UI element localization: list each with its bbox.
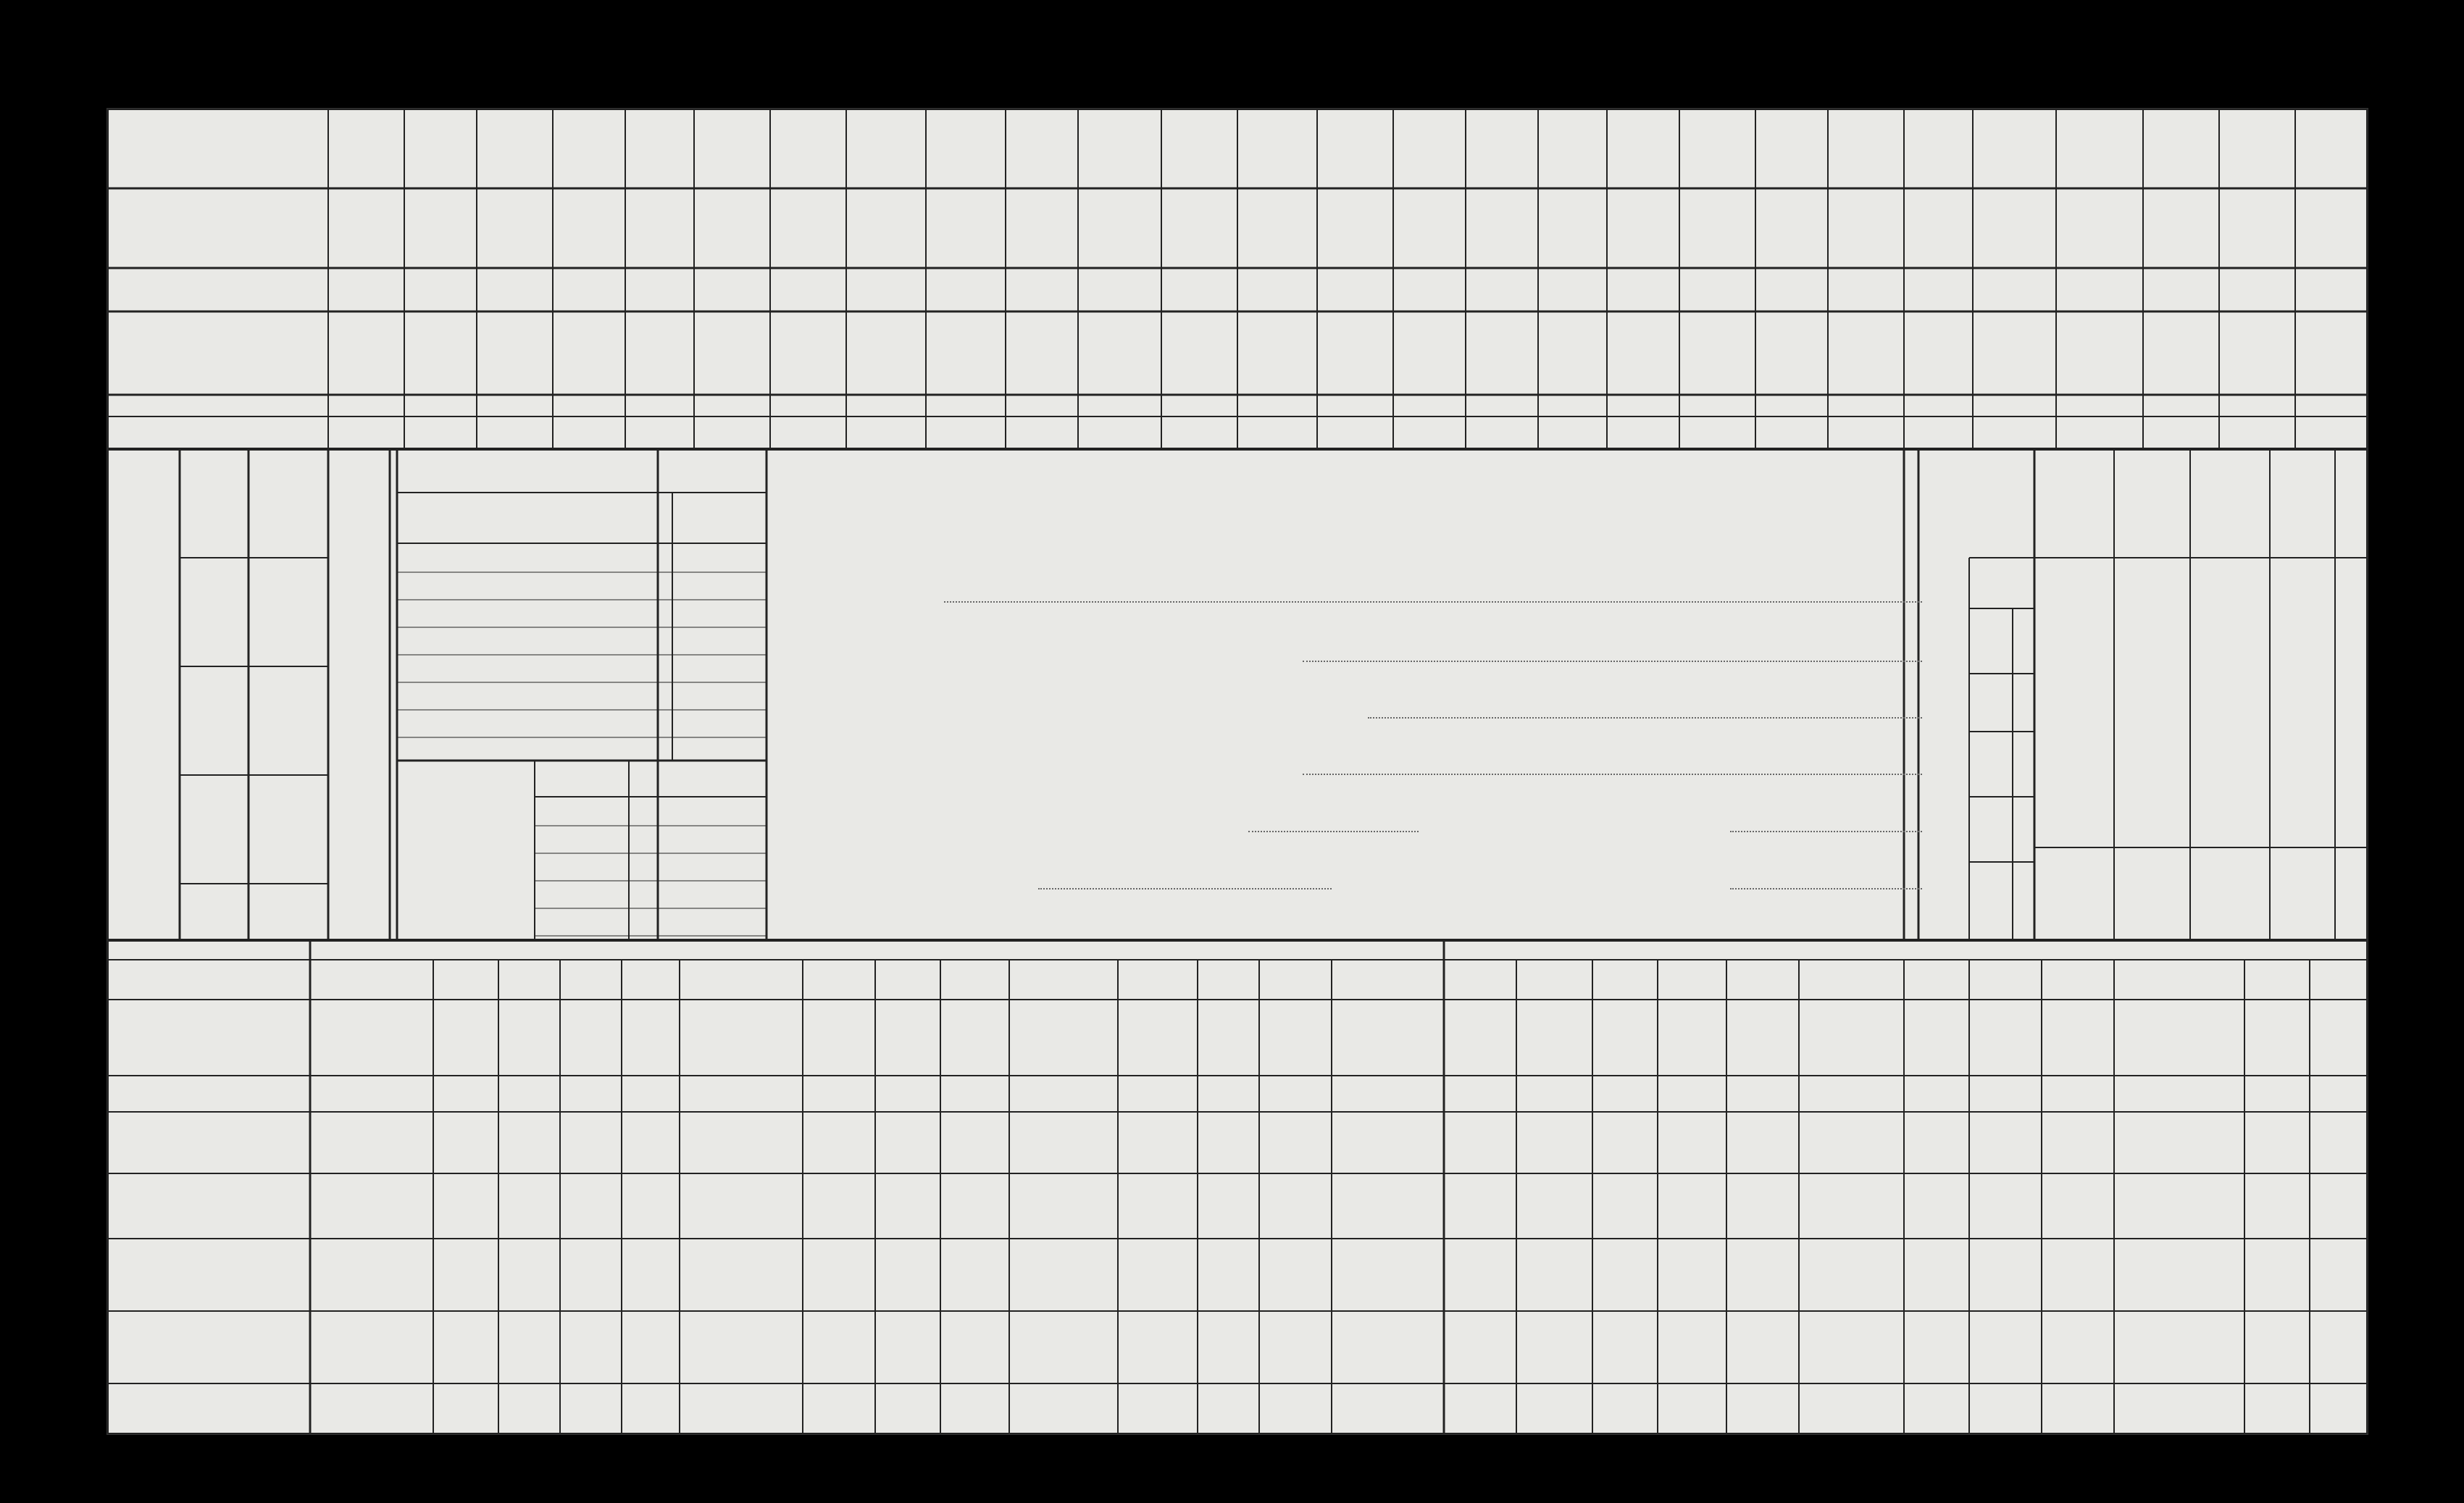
crop-header-26 (2295, 298, 2368, 389)
crop-header-8 (926, 298, 1006, 389)
lease-col-18 (1726, 1014, 1799, 1105)
crop-header-9 (1006, 298, 1078, 389)
lease-col-20 (1904, 1014, 1969, 1105)
crop-header-19 (1755, 298, 1828, 367)
crop-header-11 (1161, 298, 1237, 389)
lease-col-6 (803, 1014, 875, 1105)
lease-col-12 (1259, 1014, 1332, 1105)
crop-header-25 (2219, 298, 2295, 389)
crop-header-15 (1466, 298, 1538, 389)
crop-header-0 (328, 298, 404, 389)
lease-col-5 (680, 1014, 803, 1105)
lease-col-19 (1799, 1014, 1904, 1105)
lease-col-24 (2244, 1014, 2310, 1105)
lease-col-21 (1969, 1014, 2042, 1105)
crop-header-24 (2143, 298, 2219, 389)
lease-col-15 (1516, 1014, 1592, 1105)
lease-col-23 (2114, 1014, 2244, 1105)
lease-col-1 (433, 1014, 498, 1105)
crop-header-5 (694, 298, 770, 389)
lease-col-4 (622, 1014, 680, 1105)
lease-col-11 (1198, 1014, 1259, 1105)
crop-header-14 (1393, 298, 1466, 389)
crop-header-12 (1237, 298, 1317, 389)
crop-header-13 (1317, 298, 1393, 389)
lease-col-7 (875, 1014, 940, 1105)
crop-header-23 (2056, 298, 2143, 389)
census-card (107, 109, 2368, 1434)
lease-col-16 (1592, 1014, 1658, 1105)
lease-col-25 (2310, 1014, 2368, 1105)
crop-header-7 (846, 298, 926, 389)
crop-header-21 (1904, 298, 1973, 367)
crop-header-17 (1607, 298, 1679, 389)
lease-col-9 (1009, 1014, 1118, 1105)
lease-col-8 (940, 1014, 1009, 1105)
crop-header-2 (477, 298, 553, 371)
lease-col-10 (1118, 1014, 1198, 1105)
crop-header-22 (1973, 298, 2056, 389)
lease-col-22 (2042, 1014, 2114, 1105)
crop-header-20 (1828, 298, 1904, 367)
lease-col-13 (1332, 1014, 1444, 1105)
crop-header-3 (553, 298, 625, 389)
lease-col-0 (310, 1014, 433, 1105)
crop-header-6 (770, 298, 846, 389)
crop-header-10 (1078, 298, 1161, 389)
crop-header-18 (1679, 298, 1755, 367)
lease-col-17 (1658, 1014, 1726, 1105)
crop-header-1 (404, 298, 477, 371)
crop-header-16 (1538, 298, 1607, 389)
lease-col-3 (560, 1014, 622, 1105)
crop-header-4 (625, 298, 694, 389)
lease-col-14 (1444, 1014, 1516, 1105)
lease-col-2 (498, 1014, 560, 1105)
